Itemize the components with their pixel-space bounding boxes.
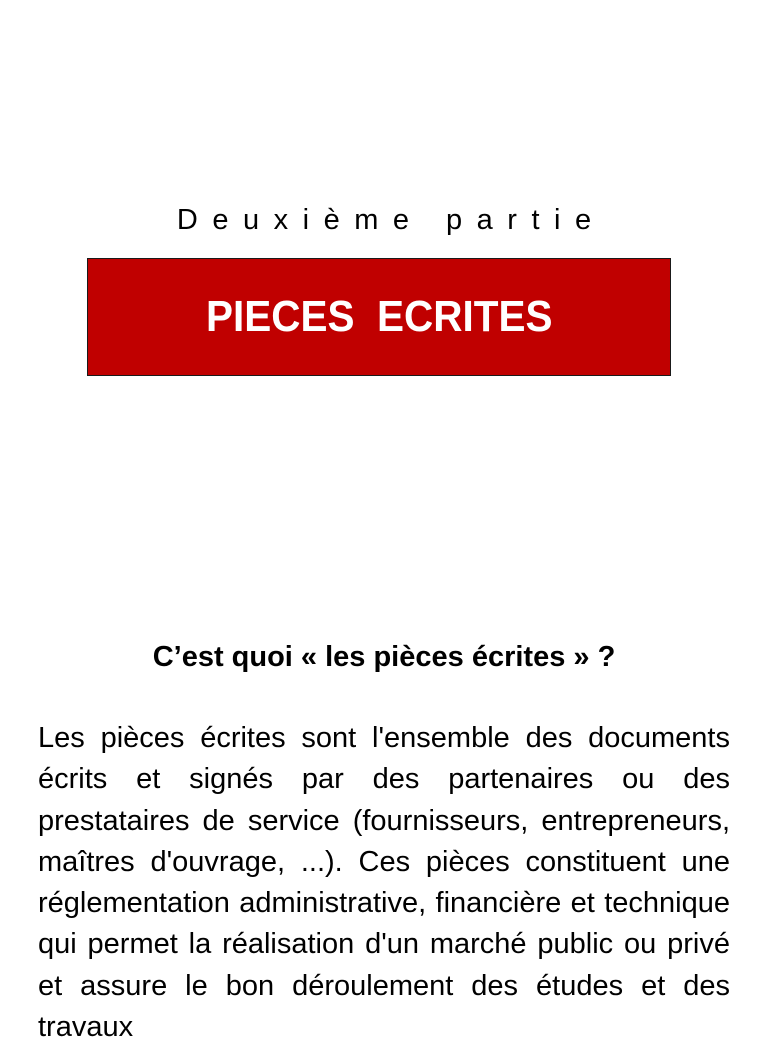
title-banner — [87, 258, 671, 376]
part-label: Deuxième partie — [176, 204, 606, 236]
section-question-heading: C’est quoi « les pièces écrites » ? — [152, 641, 616, 673]
page-title: PIECES ECRITES — [205, 292, 553, 341]
definition-paragraph: Les pièces écrites sont l'ensemble des documents écrits et signés par des partenaires ou des prestataires de service (fournisseurs, entrepreneurs, maîtres d'ouvrage, ...). Ces pièces constituent une réglementation administrative, financière et technique qui permet la réalisation d'un marché public ou privé et assure le bon déroulement des études et des travaux — [38, 722, 730, 1044]
